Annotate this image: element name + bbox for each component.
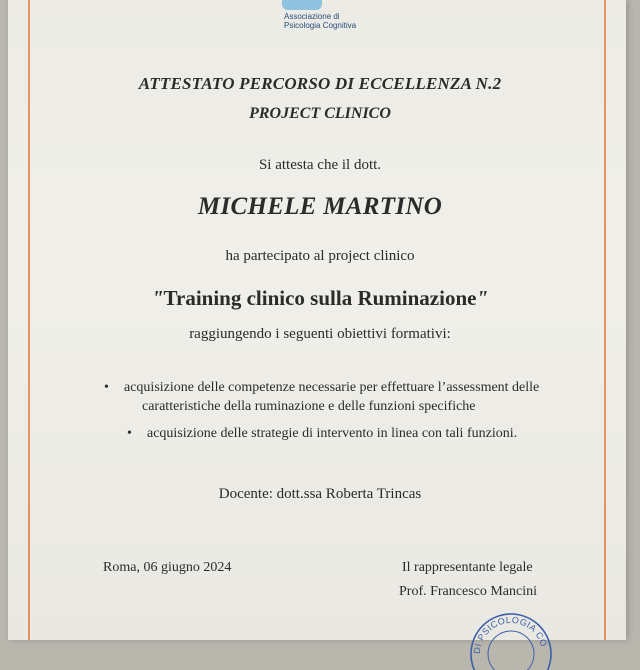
association-logo — [248, 0, 368, 34]
objective-line: caratteristiche della ruminazione e delle funzioni specifiche — [142, 399, 476, 414]
objective-line: acquisizione delle strategie di intervento in linea con tali funzioni. — [147, 426, 518, 441]
orange-border-frame — [28, 0, 606, 640]
certificate-subtitle: PROJECT CLINICO — [249, 105, 391, 122]
bullet-icon: • — [127, 426, 132, 441]
org-name-line2: Psicologia Cognitiva — [284, 21, 357, 30]
place-date: Roma, 06 giugno 2024 — [103, 560, 232, 575]
logo-mark — [282, 0, 322, 10]
svg-text:DI PSICOLOGIA CO — [472, 615, 549, 654]
objectives-intro: raggiungendo i seguenti obiettivi formativi: — [189, 326, 451, 342]
close-quote: " — [476, 286, 489, 310]
course-title — [0, 286, 640, 311]
objective-item — [104, 378, 574, 416]
logo-text — [284, 12, 356, 30]
objectives-list — [104, 378, 574, 451]
course-title-text: Training clinico sulla Ruminazione — [163, 286, 477, 310]
attest-line: Si attesta che il dott. — [258, 157, 382, 173]
teacher-line: Docente: dott.ssa Roberta Trincas — [218, 486, 422, 502]
bullet-icon: • — [104, 380, 109, 395]
participated-line: ha partecipato al project clinico — [225, 248, 415, 264]
objective-item — [104, 424, 574, 443]
recipient-name: MICHELE MARTINO — [197, 193, 443, 220]
org-name-line1: Associazione di — [284, 12, 340, 21]
open-quote: " — [151, 286, 164, 310]
representative-label: Il rappresentante legale — [402, 560, 533, 575]
stamp-text: DI PSICOLOGIA CO — [471, 614, 550, 655]
representative-name: Prof. Francesco Mancini — [399, 584, 538, 599]
objective-line: acquisizione delle competenze necessarie per effettuare l’assessment delle — [124, 380, 540, 395]
association-stamp — [468, 610, 554, 670]
certificate-title: ATTESTATO PERCORSO DI ECCELLENZA N.2 — [138, 74, 502, 93]
